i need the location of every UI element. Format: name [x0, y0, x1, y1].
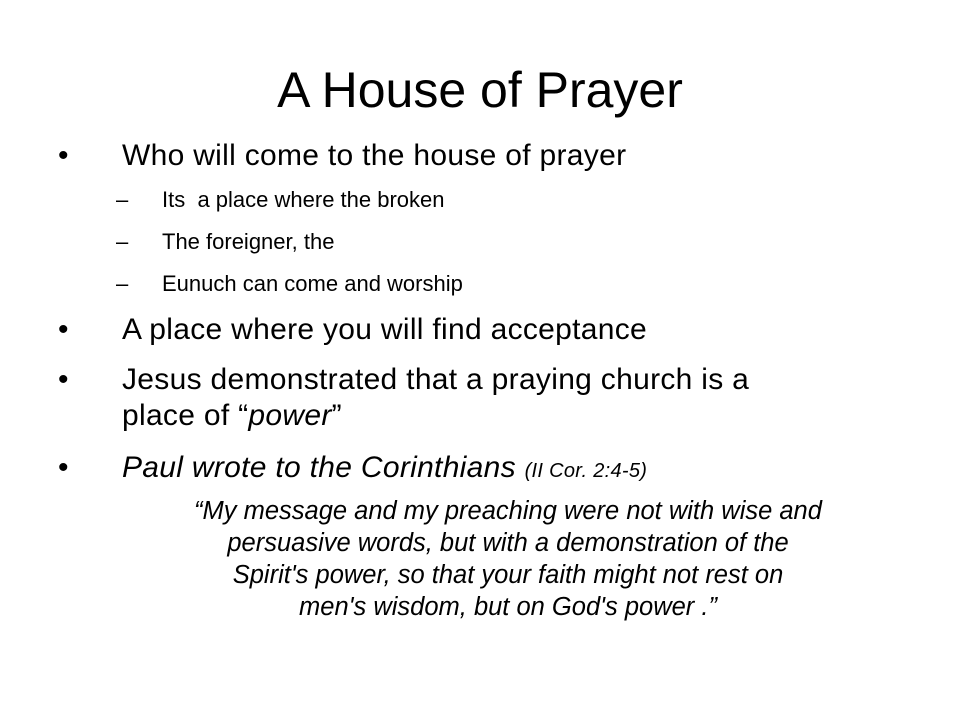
quote-line: “My message and my preaching were not with wise and [194, 497, 822, 525]
dash-glyph: – [116, 187, 129, 212]
bullet-line: Jesus demonstrated that a praying church is a [122, 363, 750, 396]
sub-bullet-text: The foreigner, the [162, 229, 335, 254]
bullet-glyph: • [58, 451, 69, 484]
bullet-glyph: • [58, 313, 69, 346]
scripture-quote [110, 495, 906, 623]
quote-line: persuasive words, but with a demonstration of the [227, 529, 789, 557]
slide-title: A House of Prayer [277, 62, 683, 118]
bullet-text: Who will come to the house of prayer [122, 139, 627, 172]
bullet-line-prefix: place of “ [122, 399, 249, 432]
bullet-glyph: • [58, 363, 69, 396]
sub-bullet-text: Eunuch can come and worship [162, 271, 463, 296]
sub-bullet-text: Its a place where the broken [162, 187, 445, 212]
scripture-reference: (II Cor. 2:4-5) [524, 460, 648, 482]
quote-line: men's wisdom, but on God's power .” [299, 593, 717, 621]
dash-glyph: – [116, 229, 129, 254]
bullet-italic-text: Paul wrote to the Corinthians [122, 451, 516, 484]
bullet-text [122, 362, 922, 434]
bullet-text [122, 450, 922, 489]
emphasis-text: power [248, 399, 332, 432]
bullet-line-suffix: ” [331, 399, 342, 432]
bullet-glyph: • [58, 139, 69, 172]
bullet-text: A place where you will find acceptance [122, 313, 648, 346]
quote-line: Spirit's power, so that your faith might not rest on [232, 561, 784, 589]
dash-glyph: – [116, 271, 129, 296]
